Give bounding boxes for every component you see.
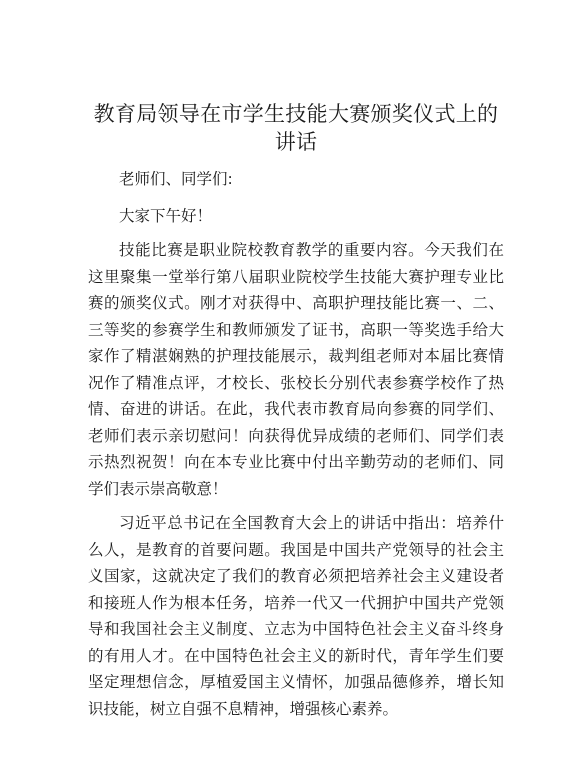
paragraph-2: 习近平总书记在全国教育大会上的讲话中指出：培养什么人，是教育的首要问题。我国是中国共产党领导的社会主义国家，这就决定了我们的教育必须把培养社会主义建设者和接班人作为根本任务，培养一代又一代拥护中国共产党领导和我国社会主义制度、立志为中国特色社会主义奋斗终身的有用人才。在中国特色社会主义的新时代，青年学生们要坚定理想信念，厚植爱国主义情怀，加强品德修养，增长知识技能，树立自强不息精神，增强核心素养。 [88,514,504,718]
greeting: 大家下午好！ [119,206,213,225]
paragraph-1: 技能比赛是职业院校教育教学的重要内容。今天我们在这里聚集一堂举行第八届职业院校学生技能大赛护理专业比赛的颁奖仪式。刚才对获得中、高职护理技能比赛一、二、三等奖的参赛学生和教师颁发了证书，高职一等奖选手给大家作了精湛娴熟的护理技能展示，裁判组老师对本届比赛情况作了精准点评，才校长、张校长分别代表参赛学校作了热情、奋进的讲话。在此，我代表市教育局向参赛的同学们、老师们表示亲切慰问！向获得优异成绩的老师们、同学们表示热烈祝贺！向在本专业比赛中付出辛勤劳动的老师们、同学们表示崇高敬意！ [88,241,504,498]
salutation: 老师们、同学们: [119,170,233,188]
document-page [88,0,504,722]
document-title: 教育局领导在市学生技能大赛颁奖仪式上的讲话 [93,102,499,154]
